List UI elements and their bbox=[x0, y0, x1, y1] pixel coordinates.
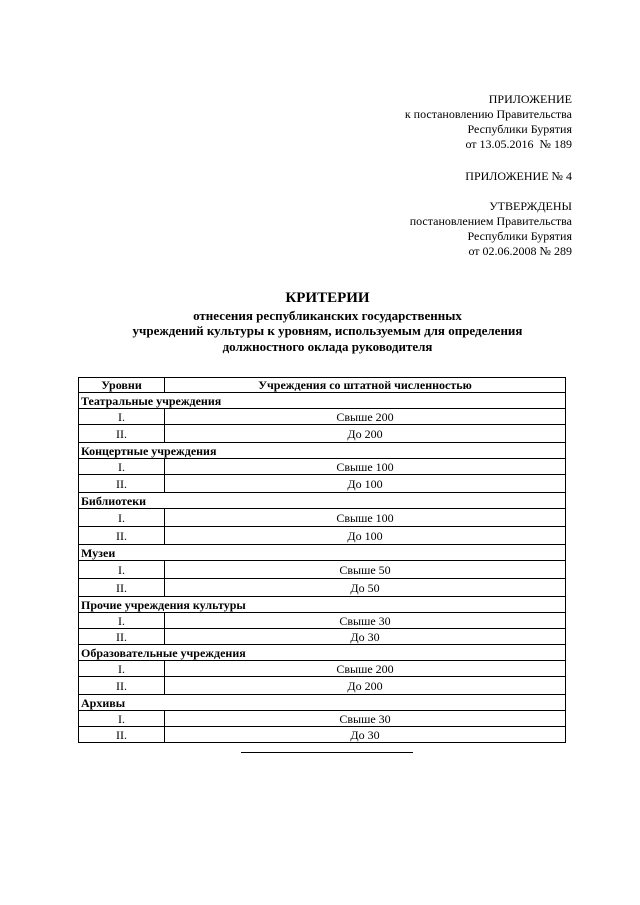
table-row bbox=[79, 509, 566, 527]
approved-line: постановлением Правительства bbox=[409, 214, 572, 228]
value-cell: Свыше 200 bbox=[165, 661, 566, 677]
value-cell: До 100 bbox=[165, 475, 566, 493]
table-row bbox=[79, 459, 566, 475]
value-cell: Свыше 30 bbox=[165, 613, 566, 629]
group-name: Образовательные учреждения bbox=[79, 645, 566, 661]
table-row bbox=[79, 425, 566, 443]
level-cell: II. bbox=[79, 579, 165, 597]
group-name: Библиотеки bbox=[79, 493, 566, 509]
level-cell: I. bbox=[79, 613, 165, 629]
value-cell: До 30 bbox=[165, 629, 566, 645]
level-cell: II. bbox=[79, 425, 165, 443]
level-cell: II. bbox=[79, 629, 165, 645]
group-row bbox=[79, 695, 566, 711]
approved-line: УТВЕРЖДЕНЫ bbox=[489, 199, 572, 213]
table-row bbox=[79, 661, 566, 677]
level-cell: I. bbox=[79, 711, 165, 727]
table-row bbox=[79, 579, 566, 597]
appendix-header-line: ПРИЛОЖЕНИЕ bbox=[488, 92, 572, 106]
level-cell: I. bbox=[79, 509, 165, 527]
level-cell: I. bbox=[79, 561, 165, 579]
header-levels: Уровни bbox=[79, 378, 165, 393]
value-cell: До 30 bbox=[165, 727, 566, 743]
level-cell: I. bbox=[79, 409, 165, 425]
table-body bbox=[79, 393, 566, 743]
title-line: учреждений культуры к уровням, используемым для определения bbox=[132, 323, 523, 338]
table-row bbox=[79, 561, 566, 579]
criteria-table bbox=[78, 377, 566, 743]
group-name: Концертные учреждения bbox=[79, 443, 566, 459]
table-header-row bbox=[79, 378, 566, 393]
level-cell: II. bbox=[79, 527, 165, 545]
header-institutions: Учреждения со штатной численностью bbox=[165, 378, 566, 393]
group-name: Музеи bbox=[79, 545, 566, 561]
table-row bbox=[79, 527, 566, 545]
appendix-header-line: Республики Бурятия bbox=[467, 122, 572, 136]
approved-line: от 02.06.2008 № 289 bbox=[468, 244, 572, 258]
value-cell: Свыше 200 bbox=[165, 409, 566, 425]
value-cell: Свыше 100 bbox=[165, 459, 566, 475]
group-row bbox=[79, 393, 566, 409]
value-cell: До 200 bbox=[165, 677, 566, 695]
group-name: Архивы bbox=[79, 695, 566, 711]
group-name: Театральные учреждения bbox=[79, 393, 566, 409]
approved-line: Республики Бурятия bbox=[467, 229, 572, 243]
level-cell: II. bbox=[79, 475, 165, 493]
value-cell: До 50 bbox=[165, 579, 566, 597]
title-line: должностного оклада руководителя bbox=[222, 338, 433, 354]
appendix-header bbox=[405, 92, 572, 152]
table-row bbox=[79, 727, 566, 743]
table-row bbox=[79, 629, 566, 645]
group-name: Прочие учреждения культуры bbox=[79, 597, 566, 613]
level-cell: I. bbox=[79, 459, 165, 475]
appendix-header-line: к постановлению Правительства bbox=[404, 107, 572, 121]
level-cell: II. bbox=[79, 677, 165, 695]
value-cell: До 100 bbox=[165, 527, 566, 545]
value-cell: Свыше 50 bbox=[165, 561, 566, 579]
table-row bbox=[79, 409, 566, 425]
table-row bbox=[79, 475, 566, 493]
title-main: КРИТЕРИИ bbox=[285, 290, 370, 306]
title-line: отнесения республиканских государственных bbox=[193, 307, 462, 323]
group-row bbox=[79, 443, 566, 459]
value-cell: Свыше 100 bbox=[165, 509, 566, 527]
value-cell: До 200 bbox=[165, 425, 566, 443]
table-row bbox=[79, 677, 566, 695]
group-row bbox=[79, 545, 566, 561]
value-cell: Свыше 30 bbox=[165, 711, 566, 727]
closing-rule bbox=[241, 752, 413, 753]
level-cell: I. bbox=[79, 661, 165, 677]
table-row bbox=[79, 613, 566, 629]
level-cell: II. bbox=[79, 727, 165, 743]
table-row bbox=[79, 711, 566, 727]
document-title bbox=[60, 291, 595, 354]
appendix-header-line: от 13.05.2016 № 189 bbox=[465, 137, 572, 151]
group-row bbox=[79, 645, 566, 661]
group-row bbox=[79, 493, 566, 509]
appendix-number: ПРИЛОЖЕНИЕ № 4 bbox=[465, 169, 572, 183]
approved-block bbox=[410, 199, 572, 259]
group-row bbox=[79, 597, 566, 613]
